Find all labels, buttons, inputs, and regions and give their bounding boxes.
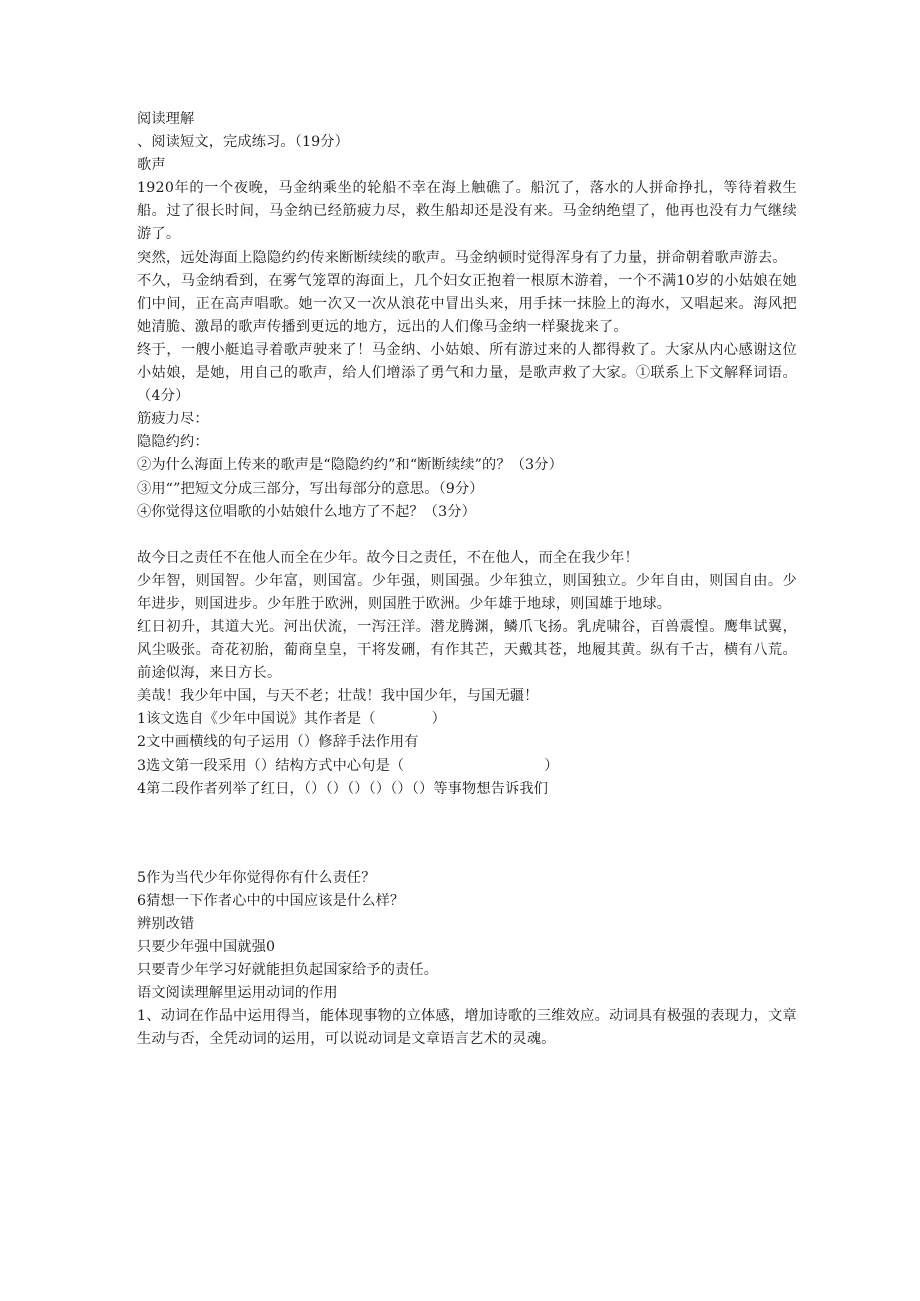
question-line	[137, 708, 797, 731]
passage-paragraph: 终于，一艘小艇追寻着歌声驶来了！马金纳、小姑娘、所有游过来的人都得救了。大家从内心感谢这位小姑娘，是她，用自己的歌声，给人们增添了勇气和力量，是歌声救了大家。①联系上下文解释词语。（4分）	[137, 341, 797, 405]
question-line: 6猜想一下作者心中的中国应该是什么样？	[137, 892, 405, 909]
passage-paragraph: 故今日之责任不在他人而全在少年。故今日之责任，不在他人，而全在我少年！	[137, 549, 639, 566]
passage-paragraph: 1920年的一个夜晚，马金纳乘坐的轮船不幸在海上触礁了。船沉了，落水的人拼命挣扎，等待着救生船。过了很长时间，马金纳已经筋疲力尽，救生船却还是没有来。马金纳绝望了，他再也没有力气继续游了。	[137, 180, 797, 243]
vocab-item: 筋疲力尽：	[137, 411, 209, 428]
question-line	[137, 755, 797, 778]
passage-title: 歌声	[137, 157, 166, 174]
section-heading-correction: 辨别改错	[137, 915, 195, 932]
section-heading-verbs: 语文阅读理解里运用动词的作用	[137, 985, 338, 1002]
correction-item: 只要青少年学习好就能担负起国家给予的责任。	[137, 962, 439, 979]
passage-exclamation: 美哉！我少年中国，与天不老；壮哉！我中国少年，与国无疆！	[137, 688, 539, 705]
spacer	[137, 801, 797, 867]
passage-paragraph: 红日初升，其道大光。河出伏流，一泻汪洋。潜龙腾渊，鳞爪飞扬。乳虎啸谷，百兽震惶。鹰隼试翼，风尘吸张。奇花初胎，葡商皇皇，干将发硎，有作其芒，天戴其苍，地履其黄。纵有千古，横有八荒。前途似海，来日方长。	[137, 618, 797, 682]
passage-paragraph: 不久，马金纳看到，在雾气笼罩的海面上，几个妇女正抱着一根原木游着，一个不满10岁的小姑娘在她们中间，正在高声唱歌。她一次又一次从浪花中冒出头来，用手抹一抹脸上的海水，又唱起来。海风把她清脆、激昂的歌声传播到更远的地方，远出的人们像马金纳一样聚拢来了。	[137, 272, 797, 335]
question-line: 5作为当代少年你觉得你有什么责任？	[137, 869, 376, 886]
question-line: ④你觉得这位唱歌的小姑娘什么地方了不起？（3分）	[137, 503, 476, 520]
question-line: 2文中画横线的句子运用（）修辞手法作用有	[137, 734, 419, 751]
passage-paragraph: 少年智，则国智。少年富，则国富。少年强，则国强。少年独立，则国独立。少年自由，则国自由。少年进步，则国进步。少年胜于欧洲，则国胜于欧洲。少年雄于地球，则国雄于地球。	[137, 572, 797, 612]
document-page	[137, 108, 797, 1051]
passage-paragraph: 突然，远处海面上隐隐约约传来断断续续的歌声。马金纳顿时觉得浑身有了力量，拼命朝着歌声游去。	[137, 249, 787, 266]
section-heading-reading: 阅读理解	[137, 111, 195, 127]
question-text: ）	[431, 711, 446, 728]
question-text: ）	[544, 757, 559, 774]
question-line: ③用“”把短文分成三部分，写出每部分的意思。（9分）	[137, 480, 484, 497]
question-text: 3选文第一段采用（）结构方式中心句是（	[137, 757, 405, 774]
question-line: 4第二段作者列举了红日，（）（）（）（）（）（）等事物想告诉我们	[137, 780, 549, 797]
passage-paragraph: 1、动词在作品中运用得当，能体现事物的立体感，增加诗歌的三维效应。动词具有极强的表现力，文章生动与否，全凭动词的运用，可以说动词是文章语言艺术的灵魂。	[137, 1008, 797, 1048]
instruction-line: 、阅读短文，完成练习。（19分）	[137, 134, 349, 151]
question-line: ②为什么海面上传来的歌声是“隐隐约约”和“断断续续”的？（3分）	[137, 457, 563, 474]
spacer	[137, 524, 797, 547]
correction-item: 只要少年强中国就强0	[137, 939, 276, 955]
vocab-item: 隐隐约约：	[137, 434, 209, 451]
question-text: 1该文选自《少年中国说》其作者是（	[137, 711, 376, 728]
